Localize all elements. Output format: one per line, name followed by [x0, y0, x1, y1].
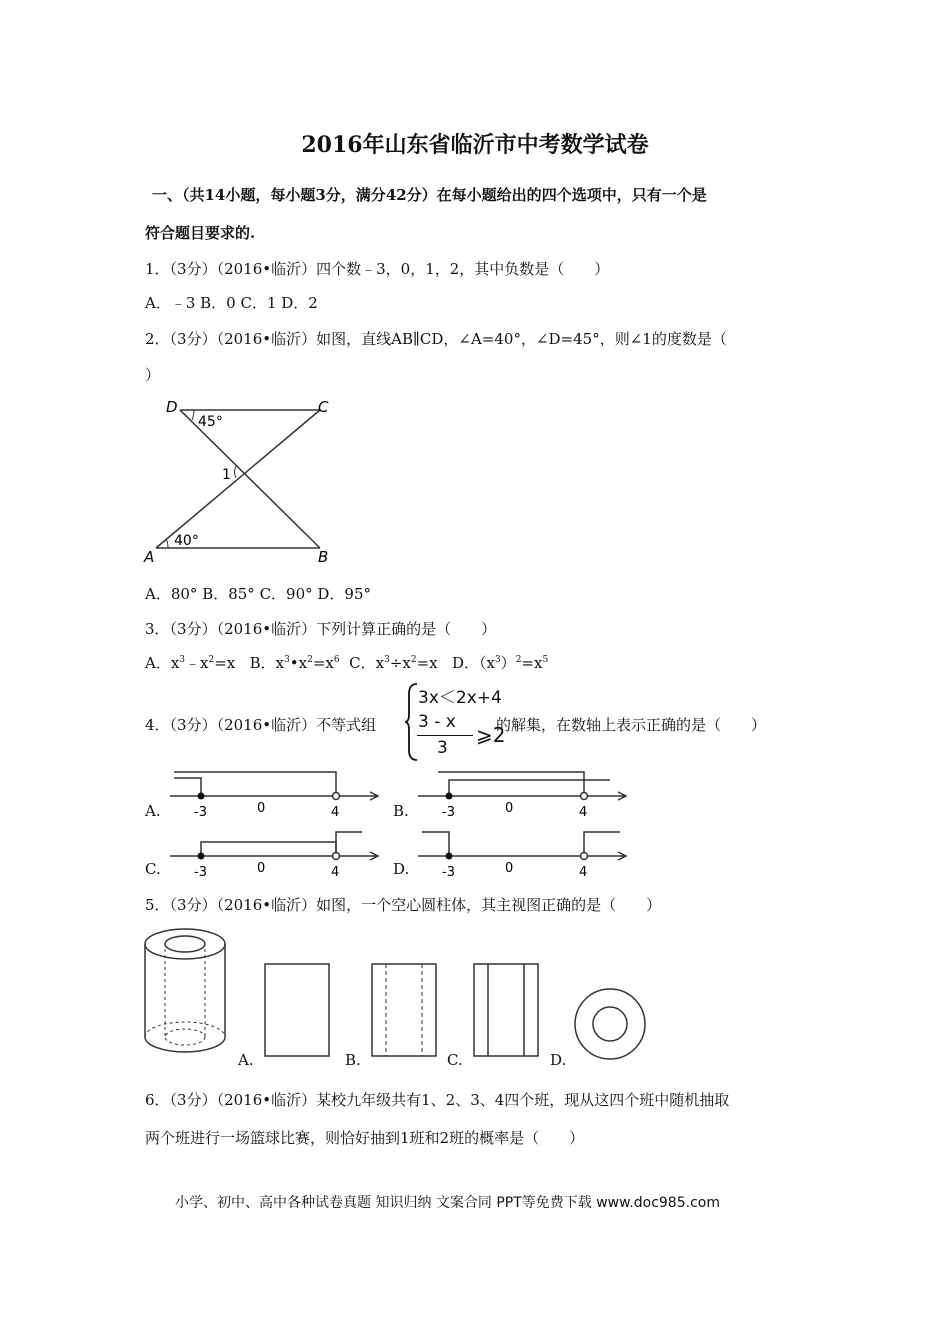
number-line-d — [418, 828, 633, 878]
inequality-brace — [405, 682, 419, 762]
tick-label: 0 — [257, 801, 266, 816]
option-d-label: D. — [393, 860, 410, 878]
inequality-2-relation: ⩾2 — [476, 723, 506, 747]
option-b-label: B. — [393, 802, 409, 820]
question-2-options: A．80° B．85° C．90° D．95° — [145, 585, 372, 603]
q5-option-a-figure — [263, 962, 333, 1058]
tick-label: -3 — [194, 805, 207, 820]
page-title: 2016年山东省临沂市中考数学试卷 — [301, 132, 649, 158]
question-6: 6．（3分）（2016•临沂）某校九年级共有1、2、3、4四个班，现从这四个班中随机抽取 — [145, 1091, 730, 1109]
q5-option-d-figure — [570, 984, 650, 1064]
fraction-bar — [417, 735, 473, 736]
option-c-label: C. — [145, 860, 161, 878]
question-6-cont: 两个班进行一场篮球比赛，则恰好抽到1班和2班的概率是（ ） — [145, 1129, 585, 1147]
question-5: 5．（3分）（2016•临沂）如图，一个空心圆柱体，其主视图正确的是（ ） — [145, 896, 662, 914]
angle-1-label: 1 — [222, 467, 231, 483]
question-4-prefix: 4．（3分）（2016•临沂）不等式组 — [145, 716, 377, 734]
question-3: 3．（3分）（2016•临沂）下列计算正确的是（ ） — [145, 620, 497, 638]
section-heading: 一、（共14小题，每小题3分，满分42分）在每小题给出的四个选项中，只有一个是 — [152, 186, 707, 204]
tick-label: 0 — [257, 861, 266, 876]
question-4-suffix: 的解集，在数轴上表示正确的是（ ） — [496, 716, 767, 734]
vertex-d-label: D — [166, 398, 178, 416]
tick-label: 4 — [579, 805, 588, 820]
number-line-b — [418, 770, 633, 820]
question-1-options: A．﹣3 B．0 C．1 D．2 — [145, 294, 318, 312]
tick-label: 0 — [505, 801, 514, 816]
question-3-options: A．$x^3﹣x^2=x$ B．$x^3•x^2=x^6$ C．$x^3\div x^2=x$ D．$(x^3)^2=x^5$ — [145, 654, 549, 672]
tick-label: 4 — [331, 865, 340, 880]
question-2-cont: ） — [145, 366, 161, 384]
tick-label: -3 — [442, 865, 455, 880]
question-1: 1．（3分）（2016•临沂）四个数﹣3，0，1，2，其中负数是（ ） — [145, 260, 610, 278]
tick-label: 0 — [505, 861, 514, 876]
option-a-label: A. — [145, 802, 161, 820]
q5-option-c-label: C. — [447, 1051, 463, 1069]
inequality-2-denominator: 3 — [437, 738, 448, 758]
vertex-c-label: C — [318, 398, 329, 416]
vertex-b-label: B — [318, 548, 329, 566]
tick-label: -3 — [442, 805, 455, 820]
inequality-2-numerator: 3 - x — [418, 712, 456, 732]
number-line-a — [170, 770, 385, 820]
q5-option-b-label: B. — [345, 1051, 361, 1069]
q5-option-d-label: D. — [550, 1051, 567, 1069]
inequality-1: 3x＜2x+4 — [418, 688, 502, 708]
tick-label: -3 — [194, 865, 207, 880]
question-2: 2．（3分）（2016•临沂）如图，直线AB∥CD，∠A=40°，∠D=45°，则∠1的度数是（ — [145, 330, 727, 348]
q5-option-c-figure — [472, 962, 542, 1058]
q5-option-b-figure — [370, 962, 440, 1058]
hollow-cylinder-figure — [140, 922, 240, 1062]
angle-a-label: 40° — [174, 533, 199, 549]
tick-label: 4 — [579, 865, 588, 880]
angle-d-label: 45° — [198, 414, 223, 430]
section-heading-cont: 符合题目要求的. — [145, 224, 256, 242]
q5-option-a-label: A. — [238, 1051, 254, 1069]
tick-label: 4 — [331, 805, 340, 820]
page-footer: 小学、初中、高中各种试卷真题 知识归纳 文案合同 PPT等免费下载 www.doc985.com — [175, 1195, 720, 1211]
parallel-lines-figure — [140, 398, 340, 568]
vertex-a-label: A — [144, 548, 155, 566]
number-line-c — [170, 828, 385, 878]
